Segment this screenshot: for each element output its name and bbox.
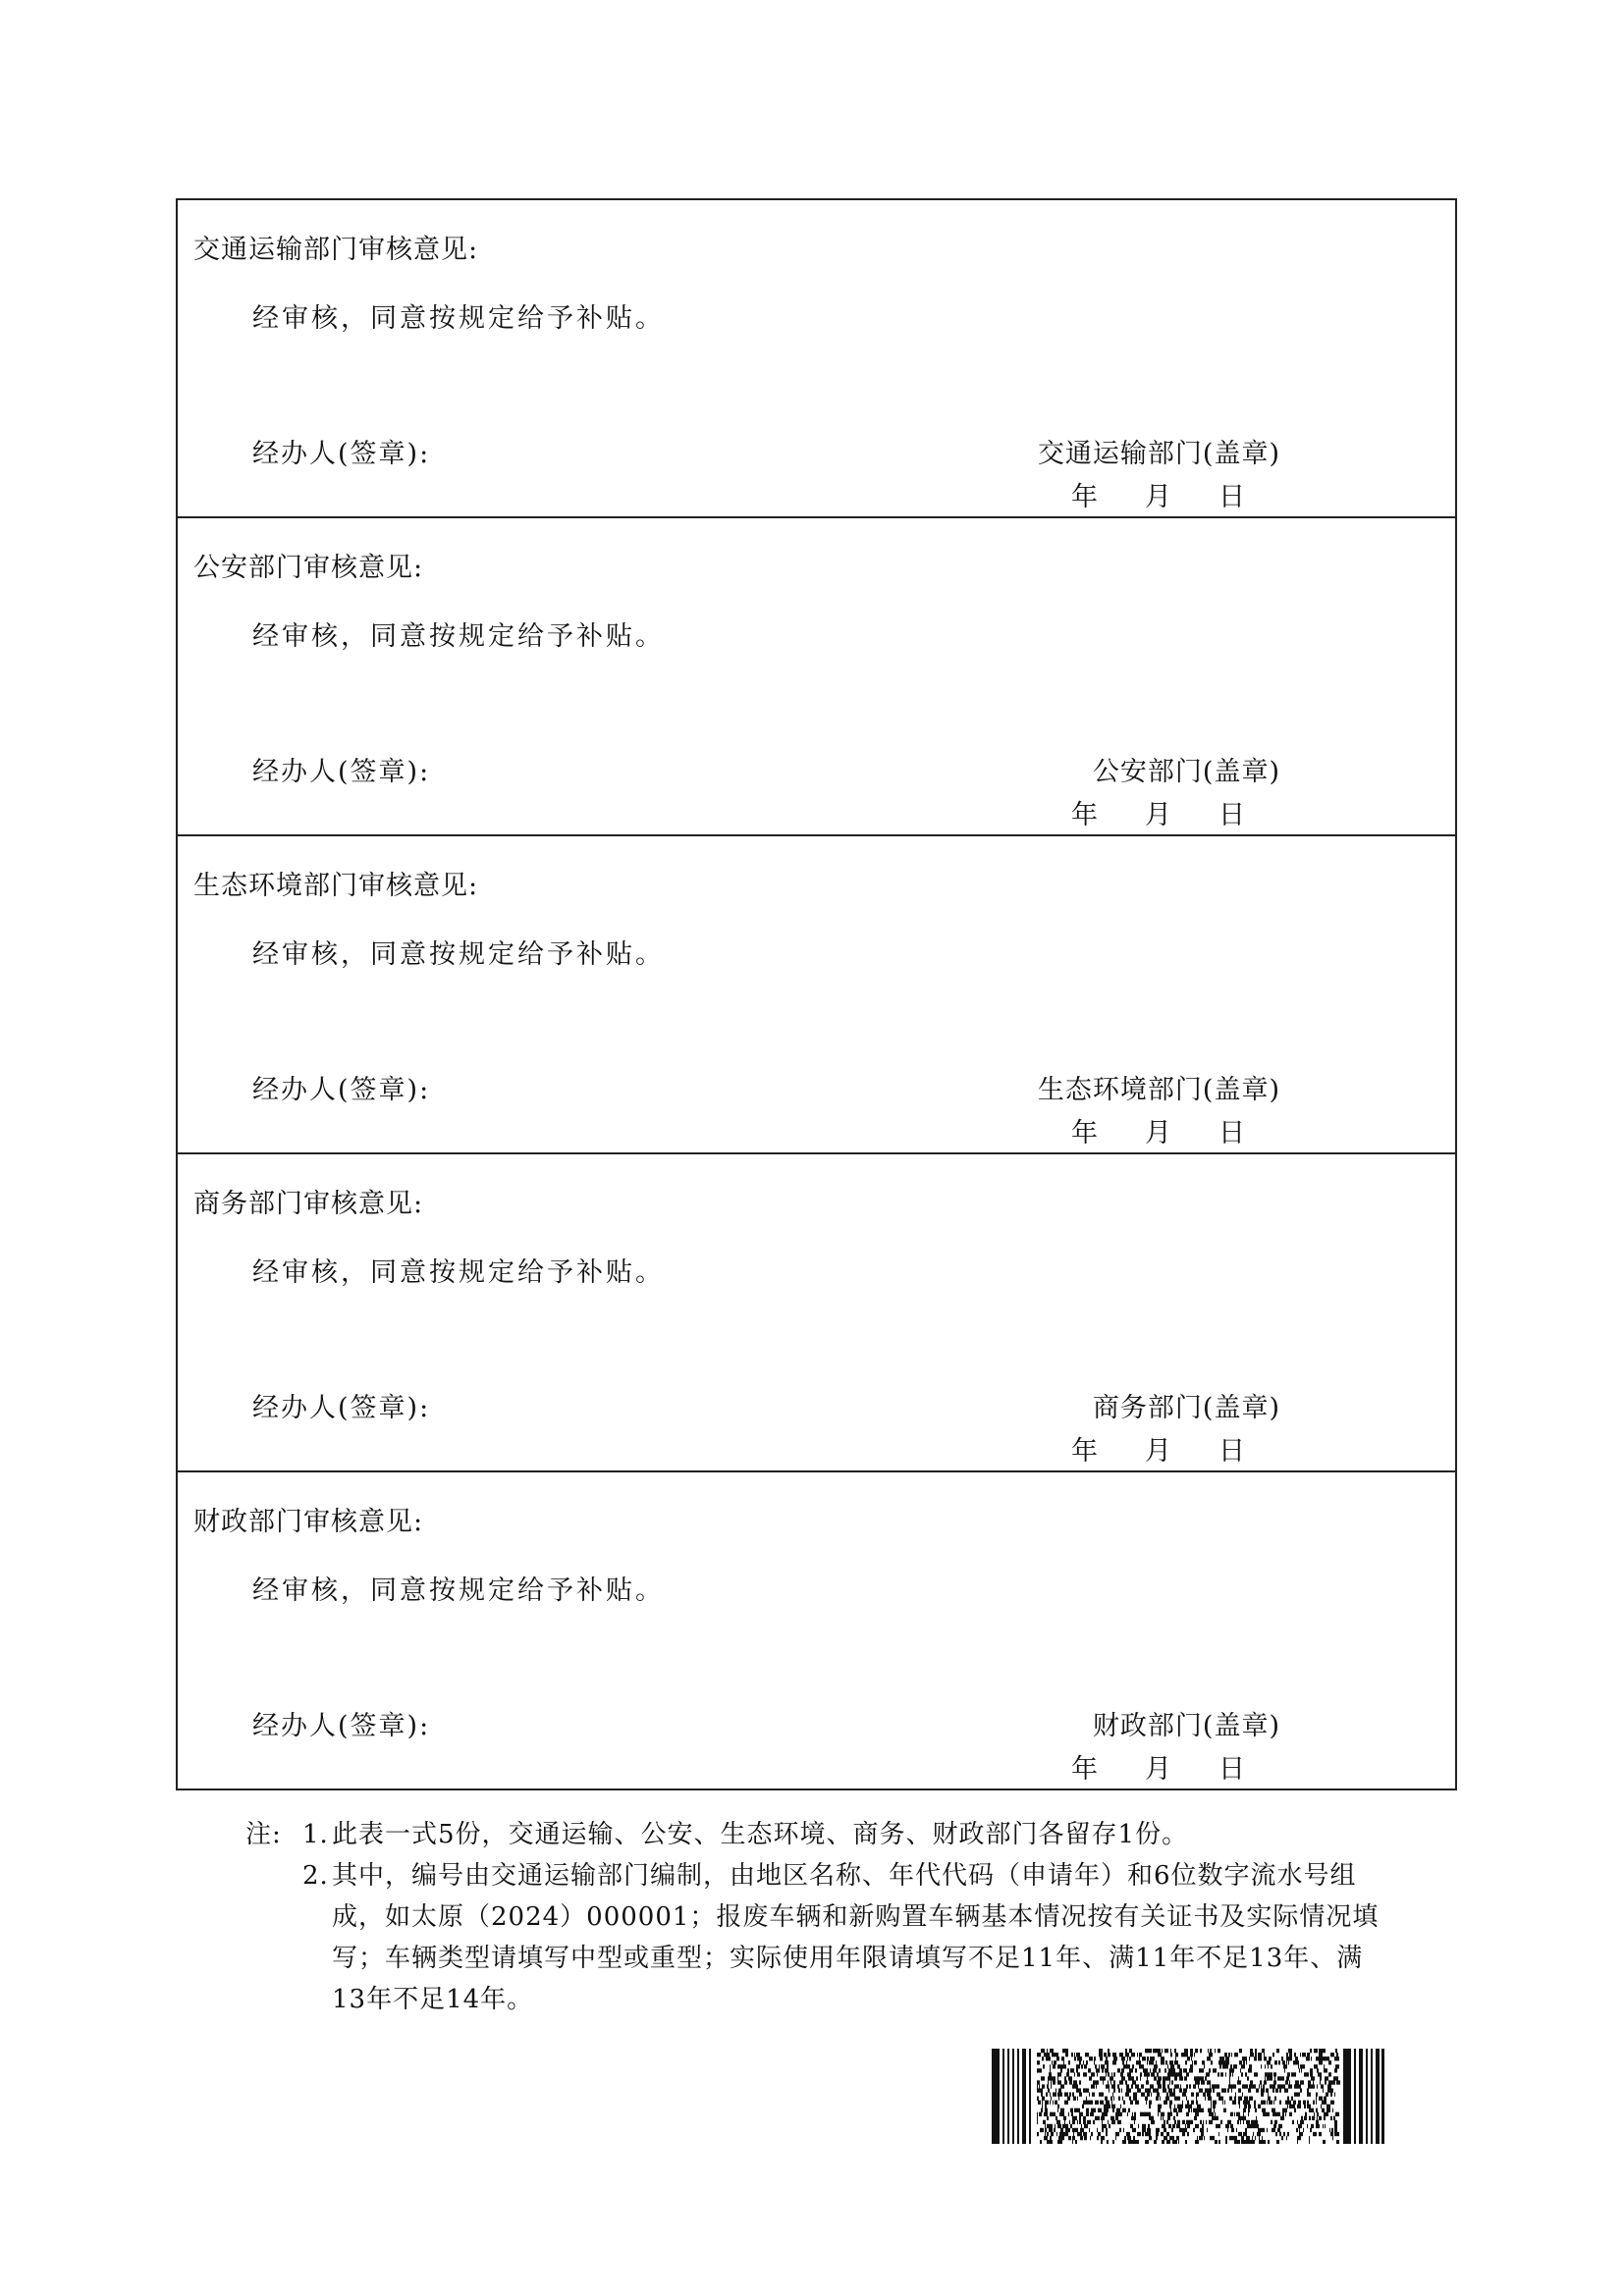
date-month-label: 月 (1145, 1118, 1171, 1148)
department-seal-label: 财政部门(盖章) (1092, 1711, 1280, 1741)
date-year-label: 年 (1071, 1754, 1098, 1785)
date-month-label: 月 (1145, 1754, 1171, 1785)
footnote-text: 其中，编号由交通运输部门编制，由地区名称、年代代码（申请年）和6位数字流水号组成，如太原（2024）000001；报废车辆和新购置车辆基本情况按有关证书及实际情况填写；车辆类型请填写中型或重型；实际使用年限请填写不足11年、满11年不足13年、满13年不足14年。 (332, 1861, 1380, 2014)
date-line (1071, 793, 1245, 831)
date-year-label: 年 (1071, 1436, 1098, 1467)
handler-signature-label: 经办人(签章): (252, 1393, 431, 1423)
footnote-number: 2. (302, 1861, 329, 1891)
section-title: 生态环境部门审核意见: (193, 871, 479, 901)
department-seal-label: 商务部门(盖章) (1092, 1393, 1280, 1423)
opinion-text: 经审核，同意按规定给予补贴。 (252, 1257, 665, 1288)
section-title: 交通运输部门审核意见: (193, 235, 479, 265)
date-month-label: 月 (1145, 482, 1171, 512)
commerce-section (178, 1154, 1455, 1472)
date-line (1071, 475, 1245, 513)
date-day-label: 日 (1218, 482, 1245, 512)
pdf417-barcode (992, 2049, 1384, 2144)
date-line (1071, 1747, 1245, 1786)
date-day-label: 日 (1218, 1118, 1245, 1148)
date-line (1071, 1111, 1245, 1149)
date-day-label: 日 (1218, 1436, 1245, 1467)
opinion-text: 经审核，同意按规定给予补贴。 (252, 621, 665, 652)
finance-section (178, 1472, 1455, 1790)
handler-signature-label: 经办人(签章): (252, 757, 431, 787)
department-seal-label: 交通运输部门(盖章) (1037, 439, 1280, 469)
section-title: 商务部门审核意见: (193, 1189, 424, 1219)
footnote-text: 此表一式5份，交通运输、公安、生态环境、商务、财政部门各留存1份。 (332, 1820, 1189, 1849)
handler-signature-label: 经办人(签章): (252, 1075, 431, 1105)
opinion-text: 经审核，同意按规定给予补贴。 (252, 303, 665, 334)
date-year-label: 年 (1071, 800, 1098, 830)
date-day-label: 日 (1218, 1754, 1245, 1785)
date-month-label: 月 (1145, 800, 1171, 830)
date-month-label: 月 (1145, 1436, 1171, 1467)
date-day-label: 日 (1218, 800, 1245, 830)
footnote-number: 1. (302, 1820, 329, 1849)
section-title: 财政部门审核意见: (193, 1507, 424, 1537)
section-title: 公安部门审核意见: (193, 553, 424, 583)
public-security-section (178, 518, 1455, 836)
department-seal-label: 生态环境部门(盖章) (1037, 1075, 1280, 1105)
opinion-text: 经审核，同意按规定给予补贴。 (252, 939, 665, 970)
date-year-label: 年 (1071, 1118, 1098, 1148)
date-line (1071, 1429, 1245, 1468)
footnotes (245, 1814, 1389, 2020)
department-seal-label: 公安部门(盖章) (1092, 757, 1280, 787)
handler-signature-label: 经办人(签章): (252, 439, 431, 469)
ecology-environment-section (178, 836, 1455, 1154)
approval-table (176, 198, 1457, 1790)
footnote-item (245, 1814, 1389, 1855)
handler-signature-label: 经办人(签章): (252, 1711, 431, 1741)
footnote-item (245, 1855, 1389, 2020)
transport-dept-section (178, 200, 1455, 518)
footnote-label: 注: (245, 1820, 282, 1849)
date-year-label: 年 (1071, 482, 1098, 512)
opinion-text: 经审核，同意按规定给予补贴。 (252, 1575, 665, 1606)
